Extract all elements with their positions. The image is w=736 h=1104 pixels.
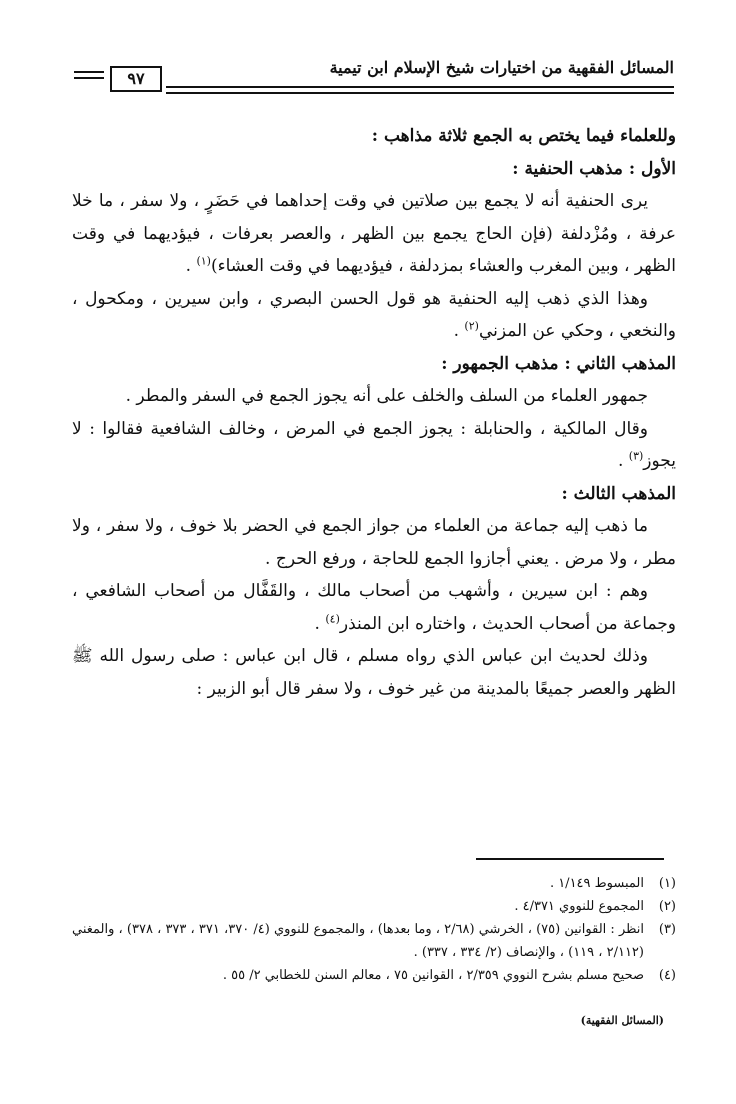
page-number: ٩٧ xyxy=(110,66,162,92)
footnote-ref: (٣) xyxy=(628,449,644,463)
header-rule-left-top xyxy=(74,71,104,73)
footnote-text: صحيح مسلم بشرح النووي ٢/٣٥٩ ، القوانين ٧٥ ، معالم السنن للخطابي ٢/ ٥٥ . xyxy=(222,968,644,983)
paragraph-text: يرى الحنفية أنه لا يجمع بين صلاتين في وقت إحداهما في حَضَرٍ ، ولا سفر ، ما خلا عرفة ، ومُزْدلفة (فإن الحاج يجمع بين الظهر ، والعصر بعرفات ، فيؤديهما في وقت الظهر ، وبين المغرب والعشاء بمزدلفة ، فيؤديهما في وقت العشاء) xyxy=(72,191,676,276)
paragraph-ibn-abbas-hadith: وذلك لحديث ابن عباس الذي رواه مسلم ، قال ابن عباس : صلى رسول الله ﷺ الظهر والعصر جميعًا بالمدينة من غير خوف ، ولا سفر قال أبو الزبير : xyxy=(72,646,676,699)
main-text xyxy=(72,120,676,705)
footnote-ref: (٤) xyxy=(325,611,340,625)
footnote-number: (٣) xyxy=(658,922,676,937)
paragraph-third-supporters xyxy=(72,575,676,640)
header-rule-right-bottom xyxy=(166,92,674,94)
paragraph-end: . xyxy=(314,613,326,634)
paragraph-text: وهم : ابن سيرين ، وأشهب من أصحاب مالك ، والقَفَّال من أصحاب الشافعي ، وجماعة من أصحاب الحديث ، واختاره ابن المنذر xyxy=(72,581,676,634)
footnote-ref: (١) xyxy=(196,254,211,268)
page-header xyxy=(74,58,674,98)
paragraph-jumhur-view: جمهور العلماء من السلف والخلف على أنه يجوز الجمع في السفر والمطر . xyxy=(125,386,648,406)
footnote-separator xyxy=(476,858,664,860)
footnote xyxy=(72,918,676,964)
paragraph-end: . xyxy=(453,321,465,341)
paragraph-hanafi-view xyxy=(72,185,676,283)
footnote-number: (٤) xyxy=(658,968,676,983)
heading-jumhur: المذهب الثاني : مذهب الجمهور : xyxy=(441,353,676,374)
footnote-ref: (٢) xyxy=(464,319,479,333)
footnote xyxy=(72,964,676,987)
heading-hanafi: الأول : مذهب الحنفية : xyxy=(512,158,676,179)
footnote-number: (١) xyxy=(658,876,676,891)
paragraph-end: . xyxy=(185,256,197,276)
paragraph-hanafi-supporters xyxy=(72,283,676,348)
running-title: المسائل الفقهية من اختيارات شيخ الإسلام ابن تيمية xyxy=(329,58,674,77)
footnote xyxy=(72,872,676,895)
header-rule-left-bottom xyxy=(74,77,104,79)
paragraph-text: وقال المالكية ، والحنابلة : يجوز الجمع في المرض ، وخالف الشافعية فقالوا : لا يجوز xyxy=(72,418,676,471)
paragraph-maliki-hanbali xyxy=(72,413,676,478)
footnote-text: المجموع للنووي ٤/٣٧١ . xyxy=(514,899,644,914)
intro-line: وللعلماء فيما يختص به الجمع ثلاثة مذاهب : xyxy=(371,126,676,146)
footnotes xyxy=(72,872,676,987)
heading-third: المذهب الثالث : xyxy=(561,483,676,504)
footnote-number: (٢) xyxy=(658,899,676,914)
paragraph-end: . xyxy=(617,451,629,471)
paragraph-text: وهذا الذي ذهب إليه الحنفية هو قول الحسن البصري ، وابن سيرين ، ومكحول ، والنخعي ، وحكي عن المزني xyxy=(72,288,676,341)
signature-label: (المسائل الفقهية) xyxy=(580,1014,664,1027)
footnote xyxy=(72,895,676,918)
footnote-text: المبسوط ١/١٤٩ . xyxy=(549,876,644,891)
header-rule-right-top xyxy=(166,86,674,88)
paragraph-third-view: ما ذهب إليه جماعة من العلماء من جواز الجمع في الحضر بلا خوف ، ولا سفر ، ولا مطر ، ولا مرض . يعني أجازوا الجمع للحاجة ، ورفع الحرج . xyxy=(72,516,676,569)
footnote-text: انظر : القوانين (٧٥) ، الخرشي (٢/٦٨ ، وما بعدها) ، والمجموع للنووي (٤/ ٣٧٠، ٣٧١ ، ٣٧٣ ، ٣٧٨) ، والمغني (٢/١١٢ ، ١١٩) ، والإنصاف (٢/ ٣٣٤ ، ٣٣٧) . xyxy=(72,922,645,960)
